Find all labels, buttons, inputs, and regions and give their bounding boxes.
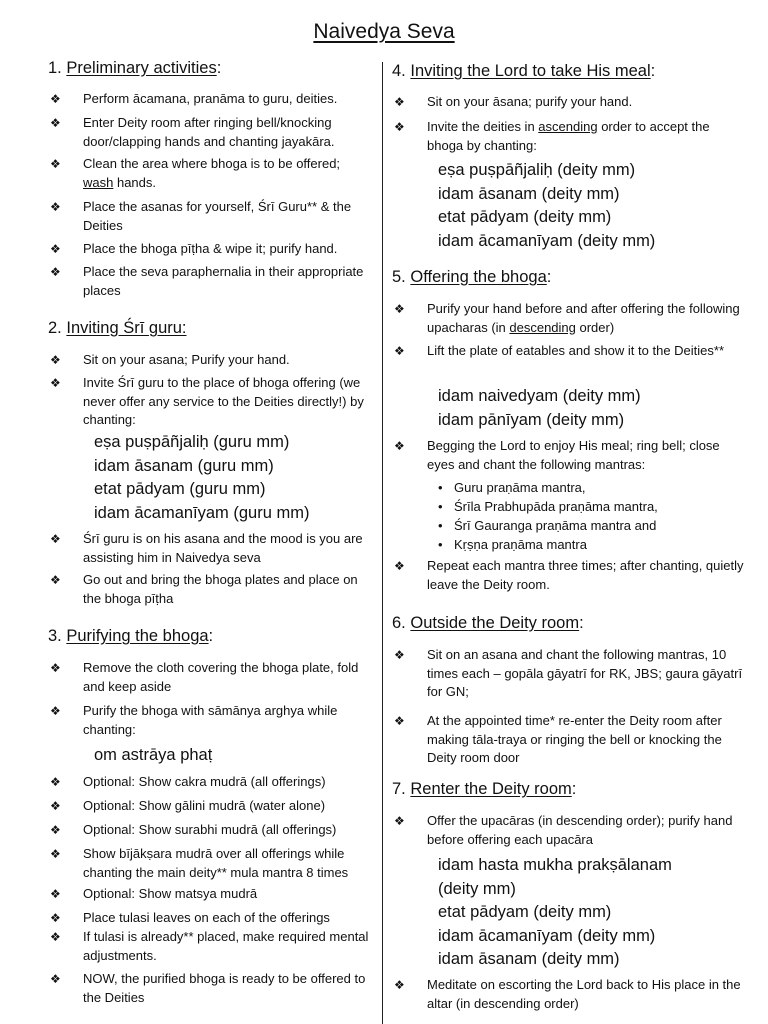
section-7-title: 7. Renter the Deity room: [392, 780, 577, 798]
diamond-bullet-icon: ❖ [50, 887, 61, 901]
list-item: ❖ Remove the cloth covering the bhoga plate, fold and keep aside [50, 660, 359, 694]
diamond-bullet-icon: ❖ [50, 573, 61, 587]
list-item: ❖ Meditate on escorting the Lord back to His place in the altar (in descending order) [394, 977, 741, 1011]
section-4-title: 4. Inviting the Lord to take His meal: [392, 62, 656, 80]
list-item: ❖ Repeat each mantra three times; after chanting, quietly leave the Deity room. [394, 558, 744, 592]
list-item: ❖ Optional: Show gālini mudrā (water alone) [48, 797, 374, 816]
list-item: ❖ Śrī guru is on his asana and the mood is you are assisting him in Naivedya seva [50, 531, 363, 565]
list-item: ❖ Enter Deity room after ringing bell/knocking door/clapping hands and chanting jayakāra. [50, 115, 335, 149]
diamond-bullet-icon: ❖ [394, 559, 405, 573]
list-item: ❖ Purify the bhoga with sāmānya arghya while chanting: [50, 703, 338, 737]
sub-list-item: • Śrīla Prabhupāda praṇāma mantra, [438, 499, 658, 514]
chant-line: idam ācamanīyam (deity mm) [438, 926, 656, 945]
list-item: ❖ At the appointed time* re-enter the Deity room after making tāla-traya or ringing the bell or knocking the Deity room door [394, 713, 722, 766]
diamond-bullet-icon: ❖ [50, 242, 61, 256]
chant-block [392, 159, 732, 253]
list-item: ❖ Place the seva paraphernalia in their appropriate places [50, 264, 364, 298]
diamond-bullet-icon: ❖ [50, 157, 61, 171]
list-item: ❖ Optional: Show cakra mudrā (all offerings) [48, 773, 374, 792]
diamond-bullet-icon: ❖ [50, 200, 61, 214]
list-item: ❖ Go out and bring the bhoga plates and place on the bhoga pīṭha [50, 572, 358, 606]
section-1-title: 1. Preliminary activities: [48, 59, 222, 77]
sub-list-item: • Kṛṣṇa praṇāma mantra [438, 537, 587, 552]
chant-block [392, 854, 732, 972]
chant-line: eṣa puṣpāñjaliḥ (guru mm) [94, 433, 290, 451]
bullet-dot-icon: • [438, 537, 443, 552]
list-item: ❖ Place the asanas for yourself, Śrī Guru** & the Deities [50, 199, 352, 233]
chant-line: etat pādyam (deity mm) [438, 903, 612, 922]
chant-line: (deity mm) [438, 879, 516, 898]
chant-line: eṣa puṣpāñjaliḥ (deity mm) [438, 161, 636, 179]
list-item: ❖ Purify your hand before and after offering the following upacharas (in descending order) [394, 301, 740, 335]
list-item: ❖ Invite Śrī guru to the place of bhoga offering (we never offer any service to the Deities directly!) by chanting: [50, 375, 364, 428]
list-item: ❖ Optional: Show surabhi mudrā (all offerings) [48, 821, 374, 840]
diamond-bullet-icon: ❖ [394, 714, 405, 728]
diamond-bullet-icon: ❖ [394, 439, 405, 453]
diamond-bullet-icon: ❖ [394, 978, 405, 992]
list-item: ❖ Perform ācamana, pranāma to guru, deities. [48, 90, 374, 109]
chant-line: etat pādyam (deity mm) [438, 208, 612, 227]
diamond-bullet-icon: ❖ [50, 799, 61, 813]
section-5-title: 5. Offering the bhoga: [392, 268, 552, 286]
diamond-bullet-icon: ❖ [50, 376, 61, 390]
diamond-bullet-icon: ❖ [394, 814, 405, 828]
chant-line: idam hasta mukha prakṣālanam [438, 856, 672, 874]
diamond-bullet-icon: ❖ [394, 344, 405, 358]
list-item: ❖ Clean the area where bhoga is to be offered; wash hands. [50, 156, 341, 190]
bullet-dot-icon: • [438, 518, 443, 533]
sub-list-item: • Guru praṇāma mantra, [438, 480, 586, 495]
bullet-dot-icon: • [438, 480, 443, 495]
list-item: ❖ Sit on an asana and chant the following mantras, 10 times each – gopāla gāyatrī for RK, JBS; gaura gāyatrī for GN; [394, 647, 743, 700]
list-item: ❖ Show bījākṣara mudrā over all offerings while chanting the main deity** mula mantra 8 times [50, 846, 349, 880]
section-6-title: 6. Outside the Deity room: [392, 614, 584, 632]
chant-block [392, 385, 732, 432]
chant-line: idam āsanam (deity mm) [438, 950, 620, 969]
list-item: ❖ If tulasi is already** placed, make required mental adjustments. [50, 929, 369, 963]
list-item: ❖ Sit on your asana; Purify your hand. [48, 351, 374, 370]
diamond-bullet-icon: ❖ [394, 302, 405, 316]
diamond-bullet-icon: ❖ [50, 532, 61, 546]
list-item: ❖ Begging the Lord to enjoy His meal; ring bell; close eyes and chant the following mantras: [394, 438, 720, 472]
page-title: Naivedya Seva [313, 20, 455, 43]
diamond-bullet-icon: ❖ [50, 92, 61, 106]
chant-line: idam ācamanīyam (guru mm) [94, 503, 310, 522]
diamond-bullet-icon: ❖ [50, 265, 61, 279]
chant-line: idam ācamanīyam (deity mm) [438, 231, 656, 250]
chant-line: idam pānīyam (deity mm) [438, 410, 625, 429]
sub-list-item: • Śrī Gauranga praṇāma mantra and [438, 518, 657, 533]
diamond-bullet-icon: ❖ [50, 775, 61, 789]
diamond-bullet-icon: ❖ [50, 930, 61, 944]
section-3-title: 3. Purifying the bhoga: [48, 627, 214, 645]
chant-line: idam āsanam (deity mm) [438, 184, 620, 203]
column-divider [382, 62, 383, 1024]
diamond-bullet-icon: ❖ [394, 120, 405, 134]
list-item: ❖ Invite the deities in ascending order to accept the bhoga by chanting: [394, 119, 710, 153]
diamond-bullet-icon: ❖ [394, 648, 405, 662]
diamond-bullet-icon: ❖ [50, 972, 61, 986]
chant-line: etat pādyam (guru mm) [94, 480, 266, 499]
diamond-bullet-icon: ❖ [50, 823, 61, 837]
list-item: ❖ Lift the plate of eatables and show it to the Deities** [392, 342, 745, 361]
diamond-bullet-icon: ❖ [50, 661, 61, 675]
underlined-word: wash [83, 174, 114, 190]
sub-list [392, 478, 732, 554]
chant-block [48, 431, 374, 525]
diamond-bullet-icon: ❖ [50, 847, 61, 861]
bullet-dot-icon: • [438, 499, 443, 514]
chant-line: idam naivedyam (deity mm) [438, 387, 641, 405]
diamond-bullet-icon: ❖ [50, 353, 61, 367]
list-item: ❖ Optional: Show matsya mudrā [48, 885, 374, 904]
list-item: ❖ Sit on your āsana; purify your hand. [392, 93, 745, 112]
section-1 [48, 56, 374, 80]
list-item: ❖ NOW, the purified bhoga is ready to be offered to the Deities [50, 971, 366, 1005]
diamond-bullet-icon: ❖ [394, 95, 405, 109]
chant-line: om astrāya phaṭ [94, 746, 213, 764]
diamond-bullet-icon: ❖ [50, 116, 61, 130]
list-item: ❖ Offer the upacāras (in descending order); purify hand before offering each upacāra [394, 813, 733, 847]
list-item: ❖ Place tulasi leaves on each of the offerings [48, 909, 374, 928]
list-item: ❖ Place the bhoga pīṭha & wipe it; purify hand. [48, 240, 374, 259]
section-2-title: 2. Inviting Śrī guru: [48, 319, 187, 337]
diamond-bullet-icon: ❖ [50, 704, 61, 718]
diamond-bullet-icon: ❖ [50, 911, 61, 925]
chant-line: idam āsanam (guru mm) [94, 456, 274, 475]
